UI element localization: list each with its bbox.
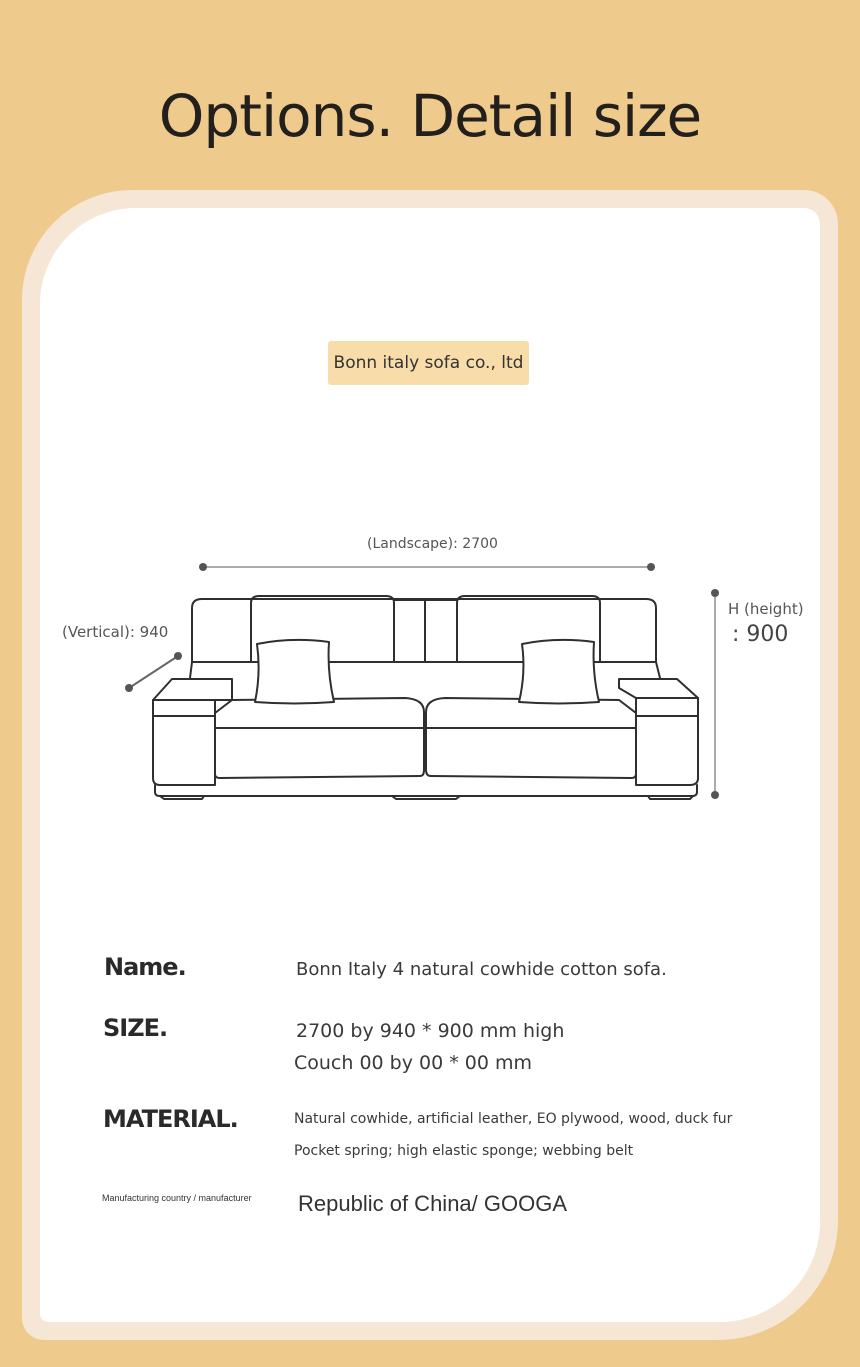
height-label: H (height): [728, 600, 804, 618]
height-dimension-start: [711, 589, 719, 597]
width-dimension-end: [647, 563, 655, 571]
depth-dimension-end: [174, 652, 182, 660]
name-label: Name.: [104, 953, 186, 981]
size-value-1: 2700 by 940 * 900 mm high: [296, 1020, 565, 1042]
size-label: SIZE.: [103, 1014, 168, 1042]
depth-dimension-start: [125, 684, 133, 692]
material-value-2: Pocket spring; high elastic sponge; webbing belt: [294, 1143, 634, 1159]
depth-dimension-line: [129, 656, 178, 688]
width-dimension-start: [199, 563, 207, 571]
sofa-arm-right: [619, 679, 698, 698]
size-value-2: Couch 00 by 00 * 00 mm: [294, 1052, 533, 1074]
material-value-1: Natural cowhide, artificial leather, EO plywood, wood, duck fur: [294, 1111, 733, 1127]
country-value: Republic of China/ GOOGA: [298, 1191, 568, 1216]
brand-badge: Bonn italy sofa co., ltd: [328, 341, 529, 385]
sofa-base: [155, 785, 697, 796]
page-title: Options. Detail size: [158, 82, 702, 150]
height-value: : 900: [732, 622, 789, 647]
material-label: MATERIAL.: [103, 1105, 238, 1133]
pillow-right: [519, 640, 599, 704]
country-label: Manufacturing country / manufacturer: [102, 1193, 252, 1203]
depth-label: (Vertical): 940: [62, 623, 169, 641]
pillow-left: [255, 640, 334, 704]
height-dimension-end: [711, 791, 719, 799]
sofa-arm-left: [153, 679, 232, 700]
sofa-front: [215, 728, 424, 778]
name-value: Bonn Italy 4 natural cowhide cotton sofa.: [296, 959, 667, 980]
width-label: (Landscape): 2700: [367, 536, 498, 552]
